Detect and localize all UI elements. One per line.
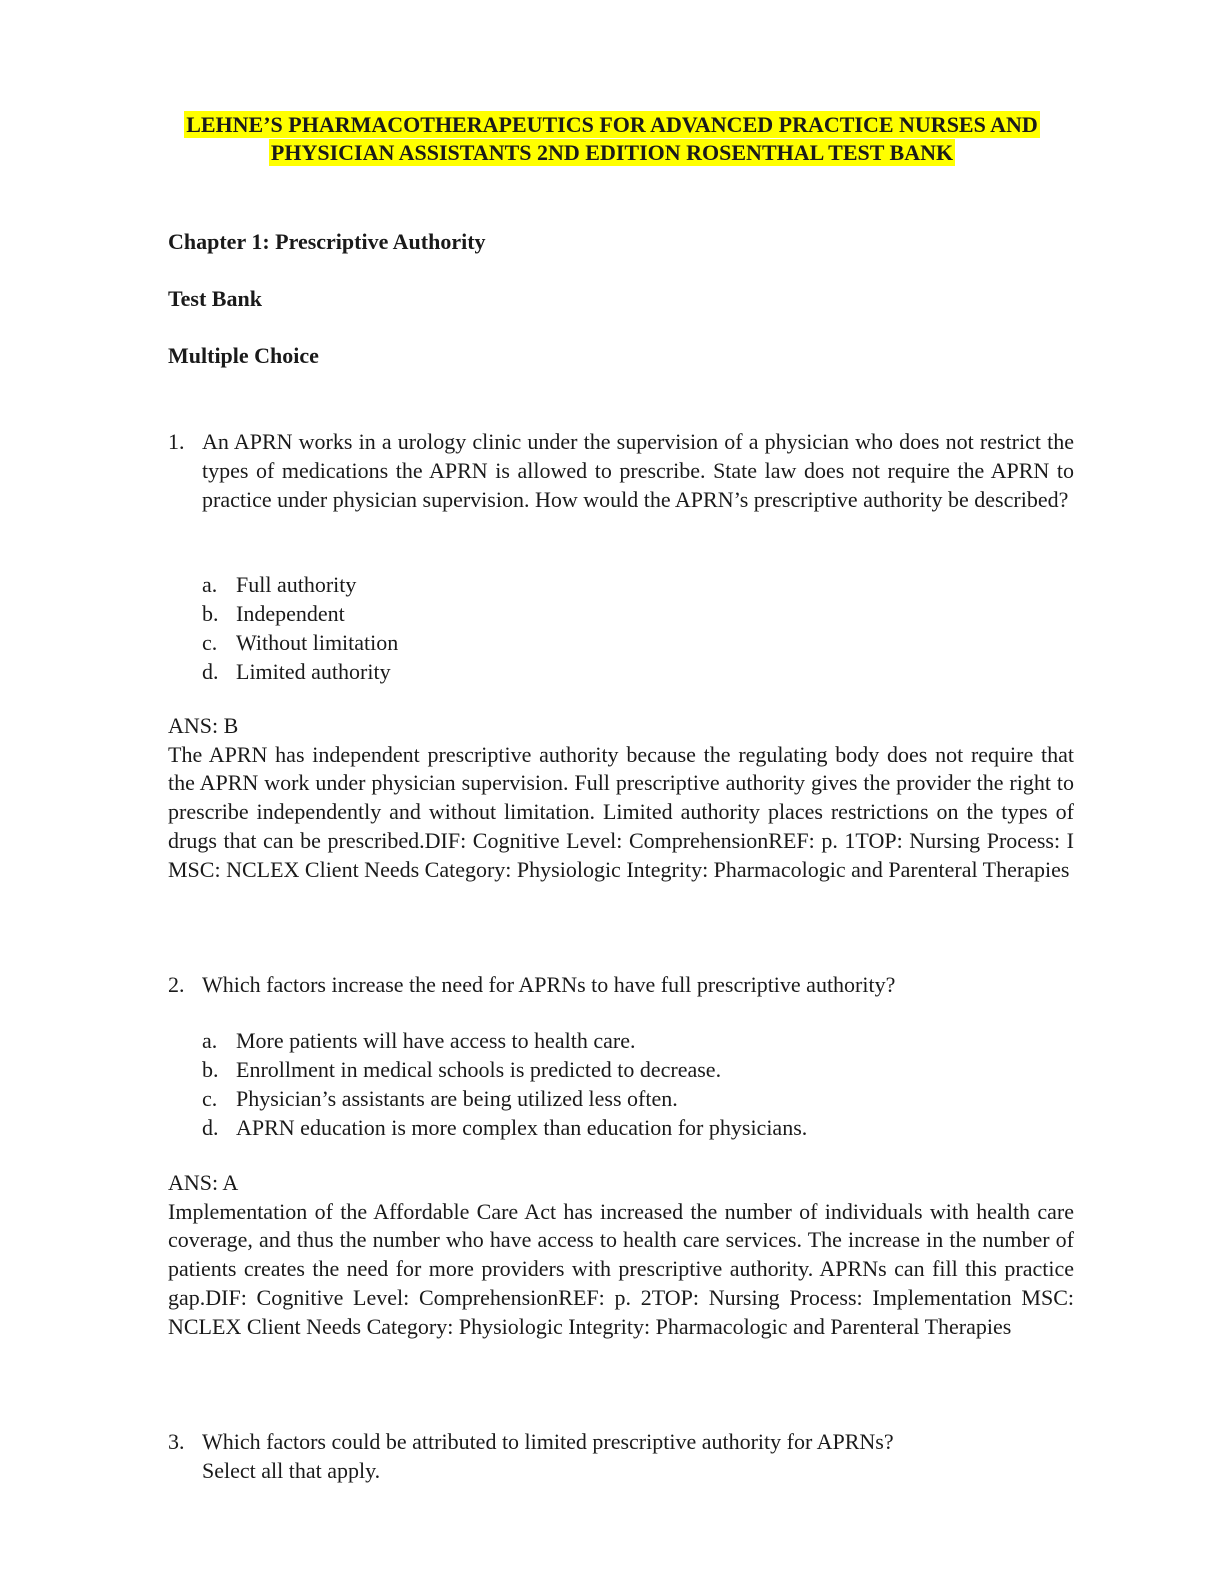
- question-2-answer: ANS: A: [168, 1170, 239, 1195]
- option-text: Limited authority: [236, 659, 391, 684]
- option-letter: a.: [202, 572, 218, 597]
- option-letter: d.: [202, 659, 219, 684]
- question-2-option-c: [202, 1084, 807, 1113]
- question-2-options: [202, 1026, 807, 1142]
- question-2-text: Which factors increase the need for APRNs to have full prescriptive authority?: [202, 972, 896, 997]
- question-3-number: 3.: [168, 1429, 185, 1454]
- section-heading: Test Bank: [168, 286, 262, 311]
- title-line-2: PHYSICIAN ASSISTANTS 2ND EDITION ROSENTHAL TEST BANK: [270, 140, 954, 165]
- question-2-option-d: [202, 1113, 807, 1142]
- question-3-instruction: Select all that apply.: [202, 1458, 381, 1483]
- question-1-options: [202, 570, 398, 686]
- option-letter: c.: [202, 630, 218, 655]
- option-text: Enrollment in medical schools is predicted to decrease.: [236, 1057, 722, 1082]
- question-2-option-a: [202, 1026, 807, 1055]
- question-2-number: 2.: [168, 972, 185, 997]
- question-3-text: Which factors could be attributed to limited prescriptive authority for APRNs?: [202, 1429, 894, 1454]
- option-letter: b.: [202, 601, 219, 626]
- option-text: Physician’s assistants are being utilized less often.: [236, 1086, 678, 1111]
- option-text: Without limitation: [236, 630, 399, 655]
- question-1-option-b: [202, 599, 398, 628]
- option-letter: a.: [202, 1028, 218, 1053]
- title-line-1: LEHNE’S PHARMACOTHERAPEUTICS FOR ADVANCED PRACTICE NURSES AND: [186, 112, 1038, 137]
- question-2-rationale: Implementation of the Affordable Care Act has increased the number of individuals with health care coverage, and thus the number who have access to health care services. The increase in the number of patients creates the need for more providers with prescriptive authority. APRNs can fill this practice gap.DIF: Cognitive Level: ComprehensionREF: p. 2TOP: Nursing Process: Implementation MSC: NCLEX Client Needs Category: Physiologic Integrity: Pharmacologic and Parenteral Therapies: [168, 1198, 1074, 1339]
- question-1-number: 1.: [168, 429, 185, 454]
- question-1-answer: ANS: B: [168, 713, 239, 738]
- question-1-answer-block: [168, 712, 1074, 884]
- question-1-option-c: [202, 628, 398, 657]
- option-letter: d.: [202, 1115, 219, 1140]
- question-1-option-d: [202, 657, 398, 686]
- chapter-heading: Chapter 1: Prescriptive Authority: [168, 229, 486, 254]
- question-1-option-a: [202, 570, 398, 599]
- option-text: Independent: [236, 601, 345, 626]
- option-text: APRN education is more complex than education for physicians.: [236, 1115, 808, 1140]
- question-2: [168, 970, 1074, 999]
- option-text: Full authority: [236, 572, 357, 597]
- option-letter: b.: [202, 1057, 219, 1082]
- question-3: [168, 1427, 1074, 1485]
- question-1-rationale: The APRN has independent prescriptive authority because the regulating body does not require that the APRN work under physician supervision. Full prescriptive authority gives the provider the right to prescribe independently and without limitation. Limited authority places restrictions on the types of drugs that can be prescribed.DIF: Cognitive Level: ComprehensionREF: p. 1TOP: Nursing Process: I MSC: NCLEX Client Needs Category: Physiologic Integrity: Pharmacologic and Parenteral Therapies: [168, 741, 1074, 882]
- option-letter: c.: [202, 1086, 218, 1111]
- question-1-text: An APRN works in a urology clinic under the supervision of a physician who does not restrict the types of medications the APRN is allowed to prescribe. State law does not require the APRN to practice under physician supervision. How would the APRN’s prescriptive authority be described?: [202, 429, 1074, 512]
- question-2-option-b: [202, 1055, 807, 1084]
- question-2-answer-block: [168, 1169, 1074, 1341]
- question-1: [168, 427, 1074, 514]
- option-text: More patients will have access to health care.: [236, 1028, 636, 1053]
- document-title: [0, 111, 1224, 167]
- subsection-heading: Multiple Choice: [168, 343, 319, 368]
